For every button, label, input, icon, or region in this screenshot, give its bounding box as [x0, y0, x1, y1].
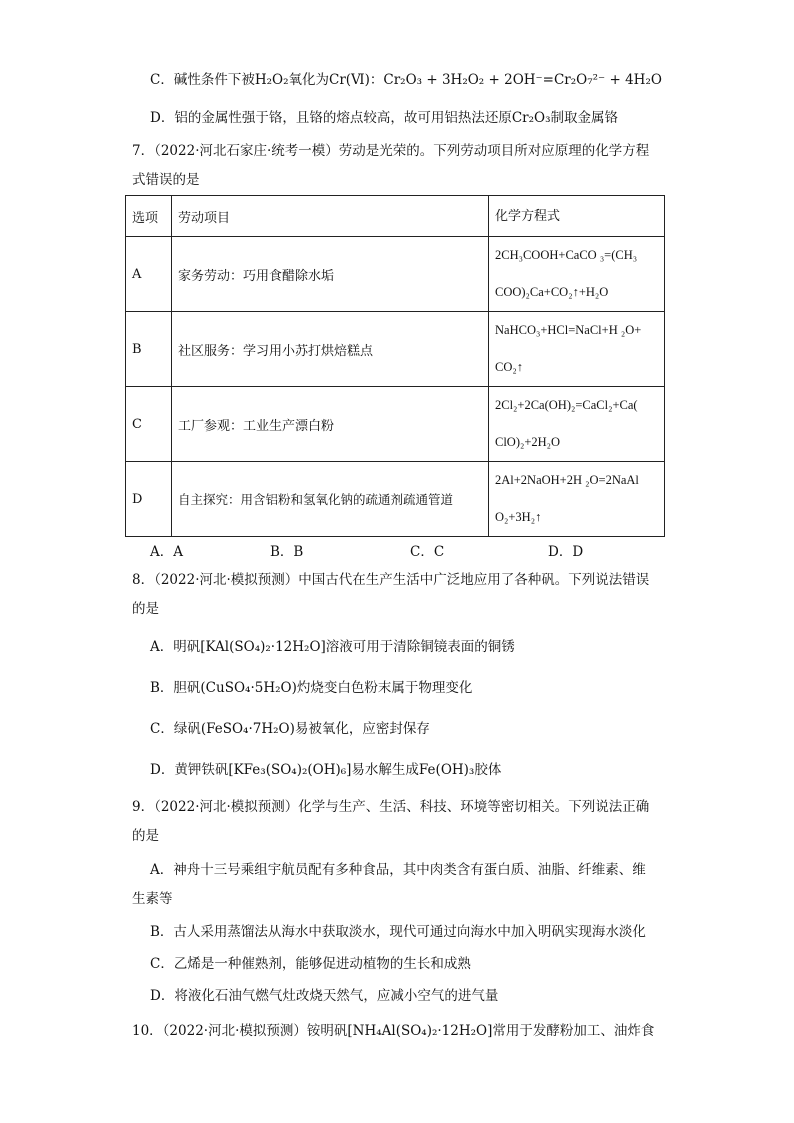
q6-option-d: D．铝的金属性强于铬，且铬的熔点较高，故可用铝热法还原Cr₂O₃制取金属铬	[150, 110, 618, 126]
q7-table	[125, 195, 665, 537]
q8-option-a: A．明矾[KAl(SO₄)₂·12H₂O]溶液可用于清除铜镜表面的铜锈	[150, 639, 515, 655]
row-equation	[489, 387, 665, 462]
q8-stem-line2: 的是	[132, 601, 159, 617]
row-option: C	[126, 387, 172, 462]
q9-stem-line1: 9．（2022·河北·模拟预测）化学与生产、生活、科技、环境等密切相关。下列说法正确	[132, 799, 650, 815]
row-labor-item: 家务劳动：巧用食醋除水垢	[172, 237, 489, 312]
equation-line: ClO)₂+2H₂O	[495, 435, 561, 449]
q7-choice-d: D．D	[548, 544, 584, 560]
row-labor-item: 工厂参观：工业生产漂白粉	[172, 387, 489, 462]
q9-option-a-line1: A．神舟十三号乘组宇航员配有多种食品，其中肉类含有蛋白质、油脂、纤维素、维	[150, 862, 646, 878]
equation-line: 2Al+2NaOH+2H ₂O=2NaAl	[495, 473, 639, 487]
equation-line: 2CH₃COOH+CaCO ₃=(CH₃	[495, 248, 638, 262]
q8-stem-line1: 8．（2022·河北·模拟预测）中国古代在生产生活中广泛地应用了各种矾。下列说法错误	[132, 572, 650, 588]
row-option: D	[126, 462, 172, 537]
header-option: 选项	[126, 196, 172, 237]
equation-line: CO₂↑	[495, 360, 523, 374]
equation-line: COO)₂Ca+CO₂↑+H₂O	[495, 285, 609, 299]
row-equation	[489, 312, 665, 387]
q9-option-c: C．乙烯是一种催熟剂，能够促进动植物的生长和成熟	[150, 956, 471, 972]
row-equation	[489, 237, 665, 312]
q7-stem-line1: 7．（2022·河北石家庄·统考一模）劳动是光荣的。下列劳动项目所对应原理的化学方程	[132, 143, 650, 159]
table-row	[126, 312, 665, 387]
row-labor-item: 自主探究：用含铝粉和氢氧化钠的疏通剂疏通管道	[172, 462, 489, 537]
q7-stem-line2: 式错误的是	[132, 172, 200, 188]
q8-option-d: D．黄钾铁矾[KFe₃(SO₄)₂(OH)₆]易水解生成Fe(OH)₃胶体	[150, 762, 502, 778]
q9-stem-line2: 的是	[132, 828, 159, 844]
equation-line: 2Cl₂+2Ca(OH)₂=CaCl₂+Ca(	[495, 398, 638, 412]
q7-choice-b: B．B	[270, 544, 304, 560]
q7-choice-a: A．A	[150, 544, 183, 560]
q6-option-c: C．碱性条件下被H₂O₂氧化为Cr(Ⅵ)：Cr₂O₃ + 3H₂O₂ + 2OH⁻=Cr₂O₇²⁻ + 4H₂O	[150, 72, 662, 88]
table-row	[126, 387, 665, 462]
header-equation: 化学方程式	[489, 196, 665, 237]
row-option: B	[126, 312, 172, 387]
q10-stem-line1: 10．（2022·河北·模拟预测）铵明矾[NH₄Al(SO₄)₂·12H₂O]常用于发酵粉加工、油炸食	[132, 1023, 655, 1039]
row-equation	[489, 462, 665, 537]
q9-option-a-line2: 生素等	[132, 891, 173, 907]
table-header-row	[126, 196, 665, 237]
row-labor-item: 社区服务：学习用小苏打烘焙糕点	[172, 312, 489, 387]
table-row	[126, 237, 665, 312]
row-option: A	[126, 237, 172, 312]
equation-line: O₂+3H₂↑	[495, 510, 542, 524]
q8-option-b: B．胆矾(CuSO₄·5H₂O)灼烧变白色粉末属于物理变化	[150, 680, 473, 696]
q9-option-b: B．古人采用蒸馏法从海水中获取淡水，现代可通过向海水中加入明矾实现海水淡化	[150, 924, 646, 940]
q9-option-d: D．将液化石油气燃气灶改烧天然气，应减小空气的进气量	[150, 988, 499, 1004]
table-row	[126, 462, 665, 537]
equation-line: NaHCO₃+HCl=NaCl+H ₂O+	[495, 323, 642, 337]
header-labor-item: 劳动项目	[172, 196, 489, 237]
q8-option-c: C．绿矾(FeSO₄·7H₂O)易被氧化，应密封保存	[150, 721, 430, 737]
q7-choice-c: C．C	[410, 544, 445, 560]
